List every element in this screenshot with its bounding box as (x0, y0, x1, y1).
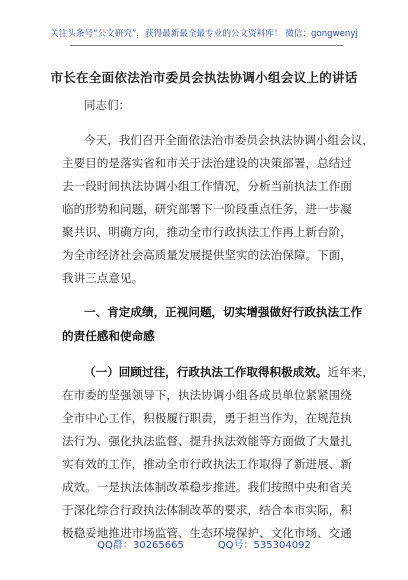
paragraph-line: 今天，我们召开全面依法治市委员会执法协调小组会议， (84, 133, 374, 147)
paragraph-line: 法行为、强化执法监督、提升执法效能等方面做了大量扎 (62, 434, 352, 448)
paragraph-line: 全市中心工作，积极履行职责，勇于担当作为，在规范执 (62, 411, 352, 425)
qq-number: QQ号：535304092 (217, 540, 311, 551)
footer-contact (0, 536, 408, 551)
header-banner: 关注头条号“公文研究”，获得最新最全最专业的公文资料库！ 微信：gongwenyj (50, 29, 358, 39)
paragraph-line: 主要目的是落实省和市关于法治建设的决策部署，总结过 (62, 156, 352, 170)
paragraph-line: 我讲三点意见。 (62, 271, 144, 285)
salutation: 同志们： (84, 98, 130, 112)
paragraph-line: 去一段时间执法协调小组工作情况，分析当前执法工作面 (62, 179, 352, 193)
paragraph-line: 在市委的坚强领导下，执法协调小组各成员单位紧紧围绕 (62, 388, 352, 402)
subsection-lead: 近年来， (327, 365, 374, 379)
paragraph-line: 为全市经济社会高质量发展提供坚实的法治保障。下面， (62, 248, 352, 262)
qq-group: QQ群：30265665 (97, 540, 184, 551)
section-heading: 的责任感和使命感 (62, 329, 155, 343)
paragraph-line: 成效。一是执法体制改革稳步推进。我们按照中央和省关 (62, 480, 352, 494)
paragraph-line: 极稳妥地推进市场监管、生态环境保护、文化市场、交通 (62, 526, 352, 540)
paragraph-line: 实有效的工作，推动全市行政执法工作取得了新进展、新 (62, 457, 352, 471)
section-heading: 一、肯定成绩，正视问题，切实增强做好行政执法工作 (84, 305, 363, 319)
paragraph-line: 聚共识、明确方向，推动全市行政执法工作再上新台阶， (62, 225, 352, 239)
document-title: 市长在全面依法治市委员会执法协调小组会议上的讲话 (50, 70, 358, 85)
subsection-line (84, 364, 374, 380)
subsection-heading: （一）回顾过往，行政执法工作取得积极成效。 (84, 365, 328, 379)
header-divider (70, 45, 343, 46)
paragraph-line: 临的形势和问题，研究部署下一阶段重点任务，进一步凝 (62, 202, 352, 216)
paragraph-line: 于深化综合行政执法体制改革的要求，结合本市实际，积 (62, 503, 352, 517)
